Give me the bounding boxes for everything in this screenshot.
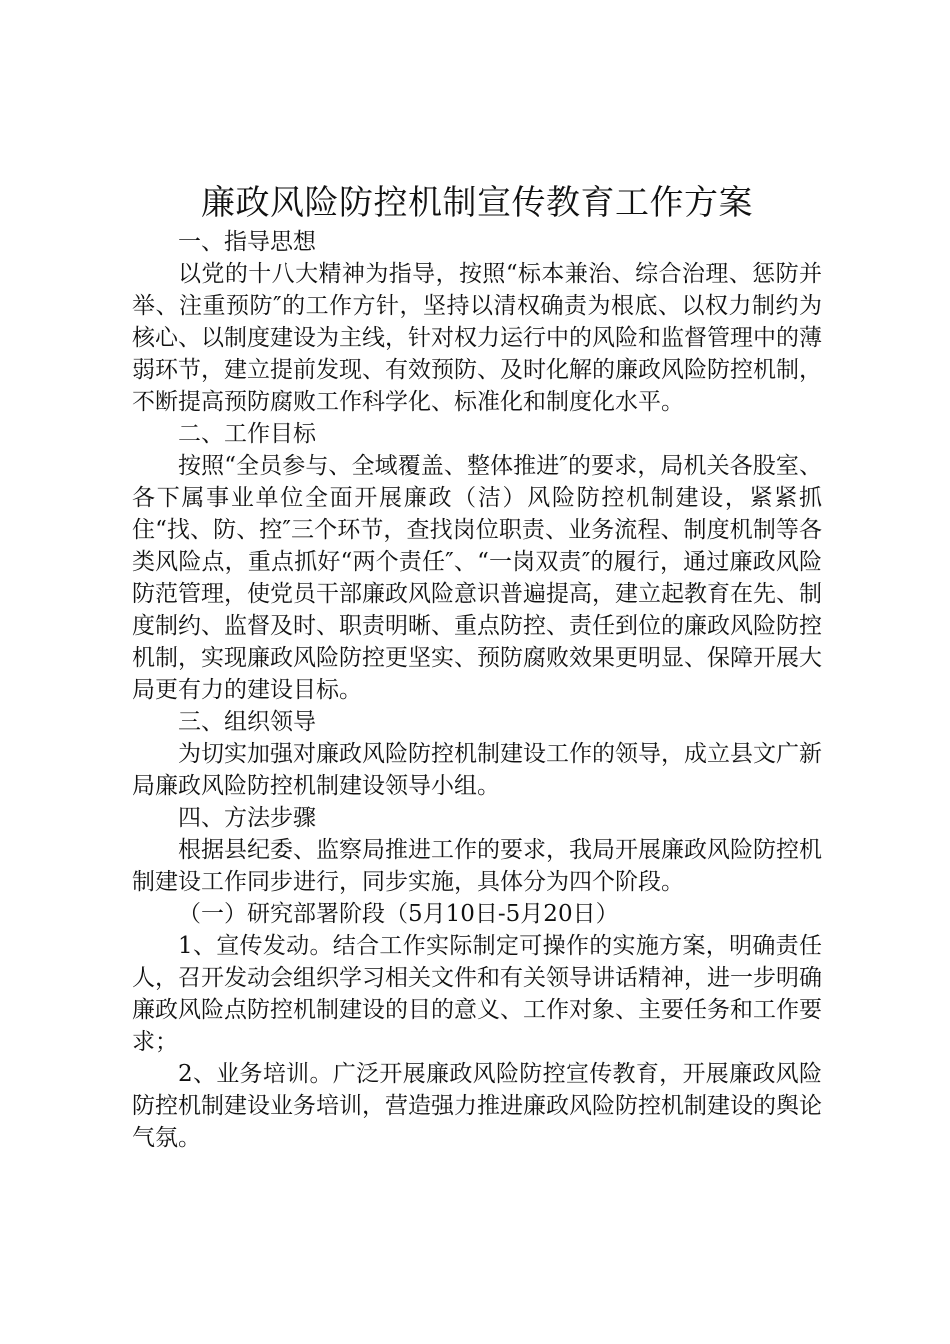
document-page xyxy=(132,178,822,1154)
heading-work-goals: 二、工作目标 xyxy=(178,421,316,447)
paragraph-work-goals: 按照“全员参与、全域覆盖、整体推进″的要求，局机关各股室、各下属事业单位全面开展廉政（洁）风险防控机制建设，紧紧抓住“找、防、控″三个环节，查找岗位职责、业务流程、制度机制等各类风险点，重点抓好“两个责任″、“一岗双责″的履行，通过廉政风险防范管理，使党员干部廉政风险意识普遍提高，建立起教育在先、制度制约、监督及时、职责明晰、重点防控、责任到位的廉政风险防控机制，实现廉政风险防控更坚实、预防腐败效果更明显、保障开展大局更有力的建设目标。 xyxy=(132,453,822,703)
paragraph-organization: 为切实加强对廉政风险防控机制建设工作的领导，成立县文广新局廉政风险防控机制建设领导小组。 xyxy=(132,741,822,799)
heading-method-steps: 四、方法步骤 xyxy=(178,805,316,831)
paragraph-guiding-ideology: 以党的十八大精神为指导，按照“标本兼治、综合治理、惩防并举、注重预防″的工作方针，坚持以清权确责为根底、以权力制约为核心、以制度建设为主线，针对权力运行中的风险和监督管理中的薄弱环节，建立提前发现、有效预防、及时化解的廉政风险防控机制，不断提高预防腐败工作科学化、标准化和制度化水平。 xyxy=(132,261,822,415)
document-title: 廉政风险防控机制宣传教育工作方案 xyxy=(201,183,753,223)
heading-organization: 三、组织领导 xyxy=(178,709,316,735)
paragraph-training: 2、业务培训。广泛开展廉政风险防控宣传教育，开展廉政风险防控机制建设业务培训，营造强力推进廉政风险防控机制建设的舆论气氛。 xyxy=(132,1061,822,1151)
paragraph-method-steps: 根据县纪委、监察局推进工作的要求，我局开展廉政风险防控机制建设工作同步进行，同步实施，具体分为四个阶段。 xyxy=(132,837,822,895)
document-body xyxy=(132,226,822,1154)
subheading-research-phase: （一）研究部署阶段（5月10日-5月20日） xyxy=(178,901,619,927)
paragraph-publicity: 1、宣传发动。结合工作实际制定可操作的实施方案，明确责任人，召开发动会组织学习相关文件和有关领导讲话精神，进一步明确廉政风险点防控机制建设的目的意义、工作对象、主要任务和工作要求； xyxy=(132,933,822,1055)
heading-guiding-ideology: 一、指导思想 xyxy=(178,229,316,255)
